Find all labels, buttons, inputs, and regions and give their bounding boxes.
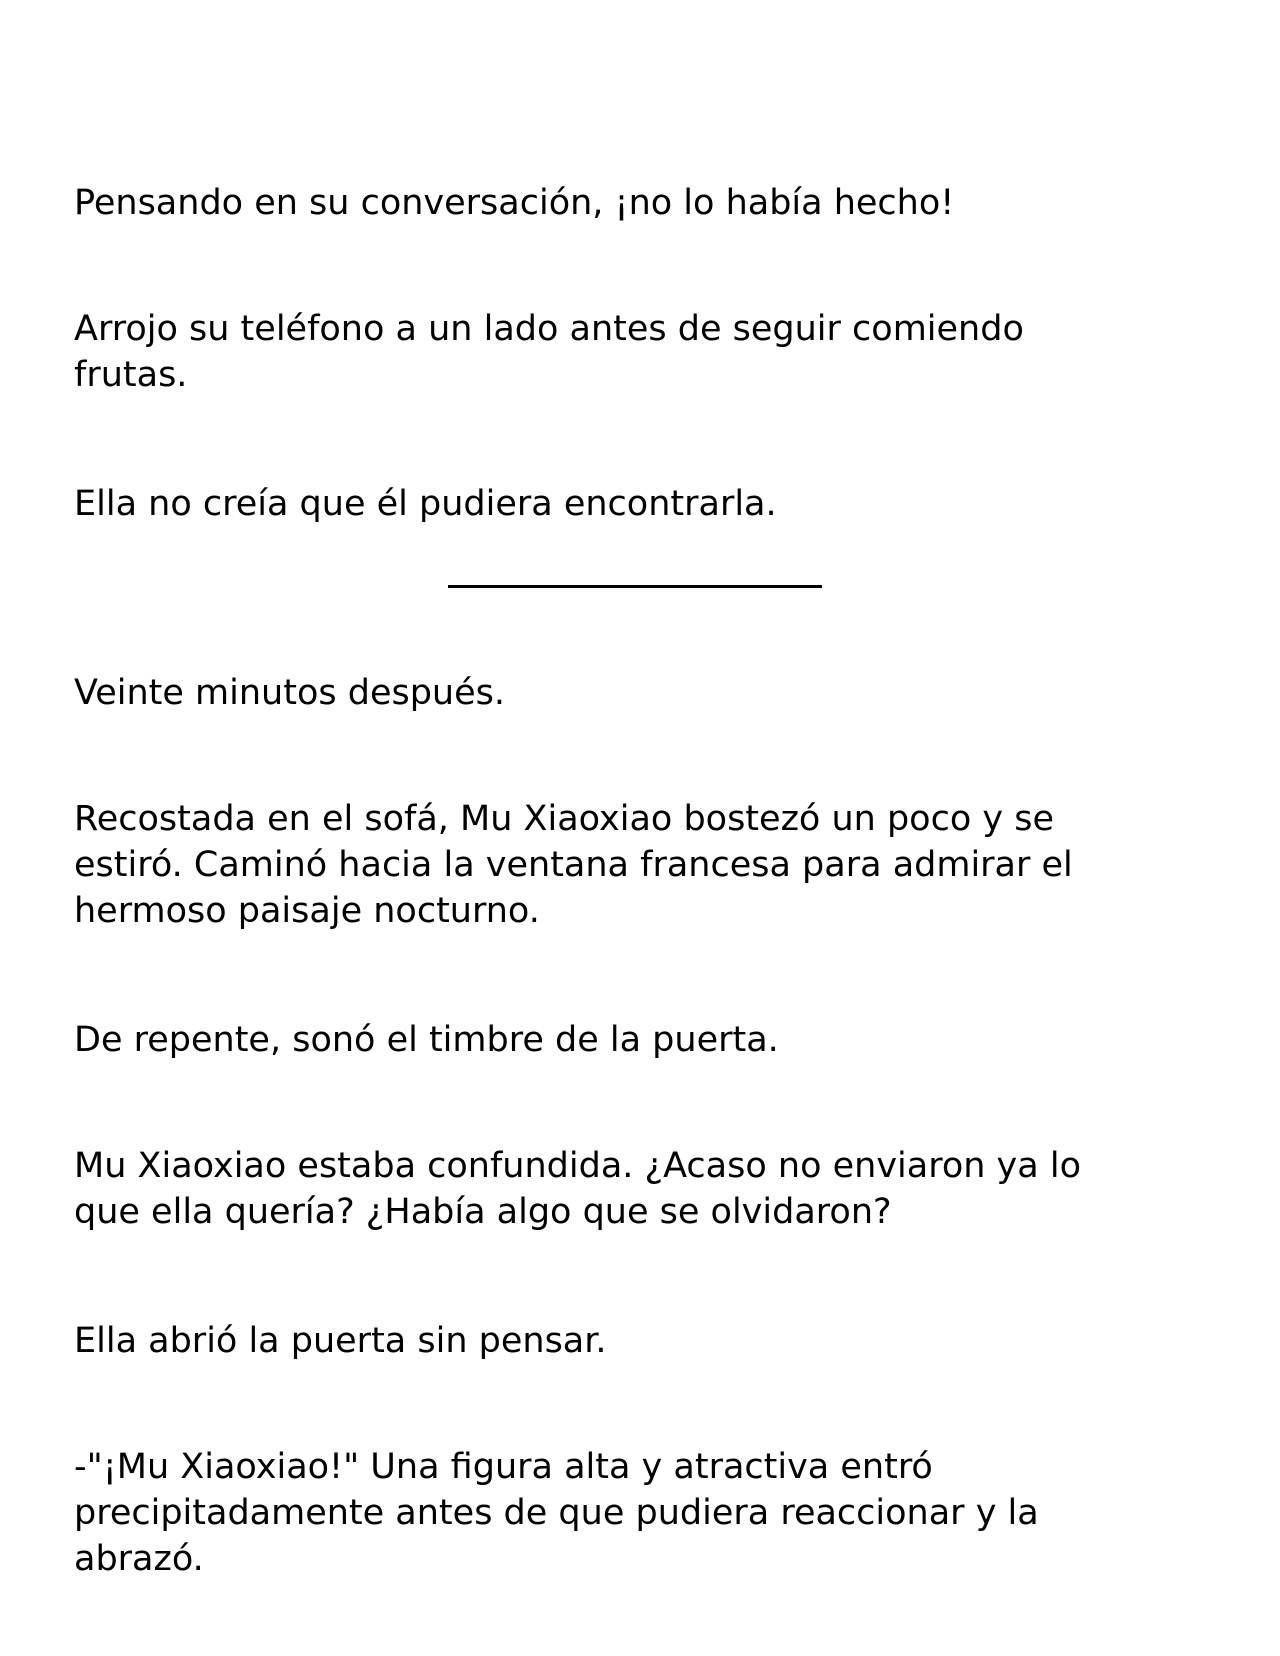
paragraph-5 (74, 796, 1073, 934)
paragraph-line: precipitadamente antes de que pudiera reaccionar y la (74, 1493, 1039, 1533)
paragraph-7 (74, 1143, 1081, 1235)
paragraph-line: frutas. (74, 355, 188, 395)
paragraph-line: Mu Xiaoxiao estaba confundida. ¿Acaso no enviaron ya lo (74, 1146, 1081, 1186)
paragraph-line: Arrojo su teléfono a un lado antes de seguir comiendo (74, 309, 1024, 349)
paragraph-line: Ella abrió la puerta sin pensar. (74, 1321, 607, 1361)
paragraph-line: que ella quería? ¿Había algo que se olvidaron? (74, 1192, 892, 1232)
paragraph-line: -"¡Mu Xiaoxiao!" Una figura alta y atractiva entró (74, 1447, 933, 1487)
paragraph-9 (74, 1444, 1039, 1582)
paragraph-4 (74, 670, 505, 716)
paragraph-8 (74, 1318, 607, 1364)
section-divider (448, 585, 822, 588)
paragraph-line: Recostada en el sofá, Mu Xiaoxiao bostezó un poco y se (74, 799, 1054, 839)
paragraph-line: Pensando en su conversación, ¡no lo había hecho! (74, 183, 955, 223)
paragraph-line: De repente, sonó el timbre de la puerta. (74, 1020, 779, 1060)
paragraph-line: Veinte minutos después. (74, 673, 506, 713)
paragraph-3 (74, 481, 777, 527)
paragraph-line: abrazó. (74, 1539, 204, 1579)
paragraph-line: estiró. Caminó hacia la ventana francesa para admirar el (74, 845, 1073, 885)
paragraph-2 (74, 306, 1024, 398)
paragraph-6 (74, 1017, 779, 1063)
paragraph-1 (74, 180, 954, 226)
paragraph-line: hermoso paisaje nocturno. (74, 891, 540, 931)
paragraph-line: Ella no creía que él pudiera encontrarla. (74, 484, 777, 524)
